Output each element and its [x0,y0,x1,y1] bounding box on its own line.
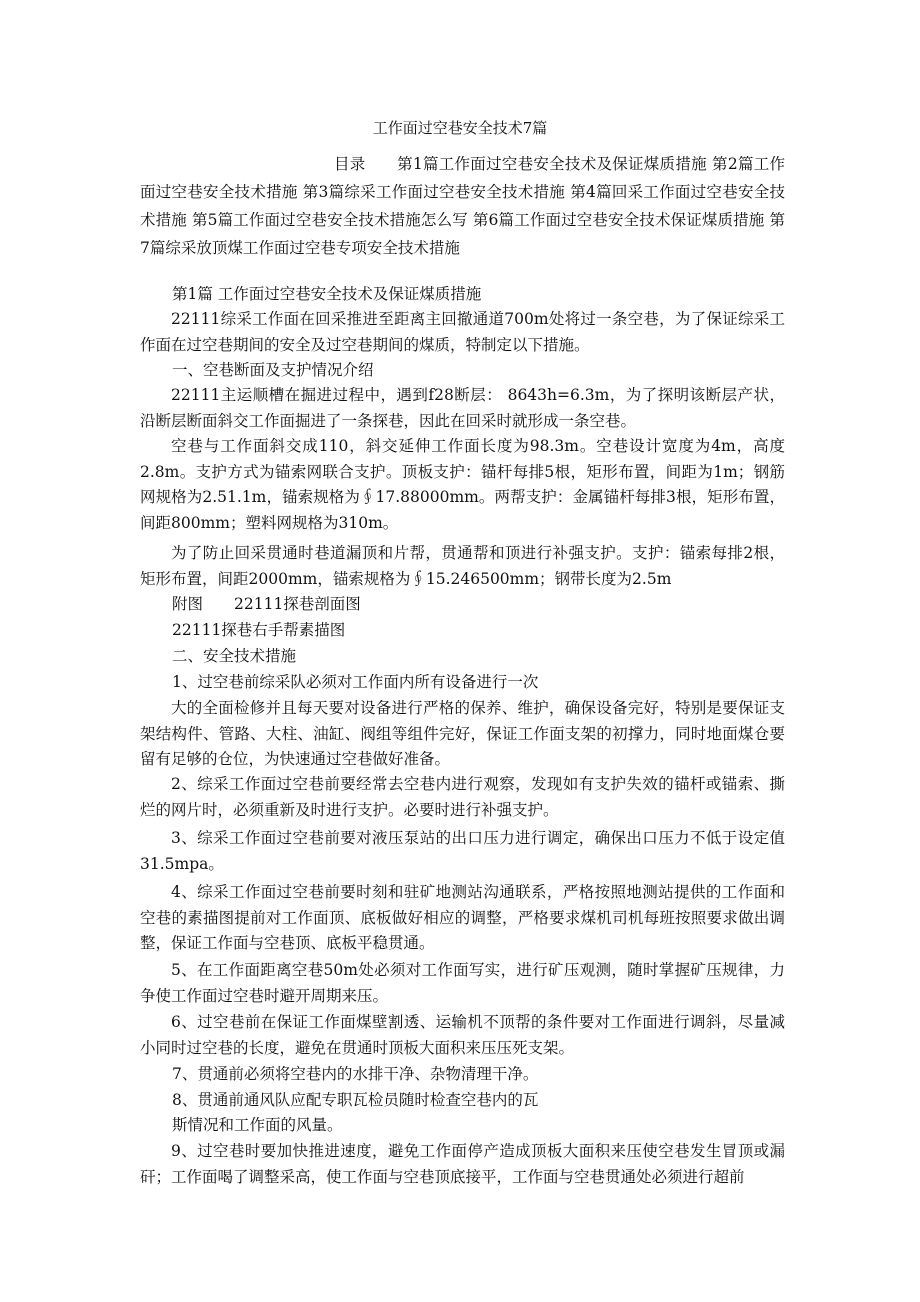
figure-caption: 22111探巷右手帮素描图 [172,621,346,639]
list-item: 3、综采工作面过空巷前要对液压泵站的出口压力进行调定，确保出口压力不低于设定值31.5mpa。 [140,829,785,873]
figure-caption: 附图 22111探巷剖面图 [172,595,361,613]
list-item: 1、过空巷前综采队必须对工作面内所有设备进行一次 [172,673,539,691]
subsection-heading: 二、安全技术措施 [172,647,297,665]
paragraph: 为了防止回采贯通时巷道漏顶和片帮，贯通帮和顶进行补强支护。支护：锚索每排2根，矩形布置，间距2000mm，锚索规格为∮15.246500mm；钢带长度为2.5m [140,544,785,588]
list-item: 4、综采工作面过空巷前要时刻和驻矿地测站沟通联系，严格按照地测站提供的工作面和空巷的素描图提前对工作面顶、底板做好相应的调整，严格要求煤机司机每班按照要求做出调整，保证工作面与空巷顶、底板平稳贯通。 [140,883,785,952]
list-item: 9、过空巷时要加快推进速度，避免工作面停产造成顶板大面积来压使空巷发生冒顶或漏矸；工作面喝了调整采高，使工作面与空巷顶底接平，工作面与空巷贯通处必须进行超前 [140,1142,785,1186]
list-item: 7、贯通前必须将空巷内的水排干净、杂物清理干净。 [172,1065,539,1083]
subsection-heading: 一、空巷断面及支护情况介绍 [172,361,374,379]
list-item: 5、在工作面距离空巷50m处必须对工作面写实，进行矿压观测，随时掌握矿压规律，力争使工作面过空巷时避开周期来压。 [140,961,785,1005]
list-item: 2、综采工作面过空巷前要经常去空巷内进行观察，发现如有支护失效的锚杆或锚索、撕烂的网片时，必须重新及时进行支护。必要时进行补强支护。 [140,775,785,819]
list-item: 6、过空巷前在保证工作面煤壁割透、运输机不顶帮的条件要对工作面进行调斜，尽量减小同时过空巷的长度，避免在贯通时顶板大面积来压压死支架。 [140,1013,785,1057]
paragraph: 22111主运顺槽在掘进过程中，遇到f28断层： 8643h=6.3m，为了探明该断层产状，沿断层断面斜交工作面掘进了一条探巷，因此在回采时就形成一条空巷。 [140,386,785,430]
section-heading: 第1篇 工作面过空巷安全技术及保证煤质措施 [172,285,482,303]
list-item: 8、贯通前通风队应配专职瓦检员随时检查空巷内的瓦 [172,1091,539,1109]
list-item: 斯情况和工作面的风量。 [172,1116,343,1134]
table-of-contents: 目录 第1篇工作面过空巷安全技术及保证煤质措施 第2篇工作面过空巷安全技术措施 第3篇综采工作面过空巷安全技术措施 第4篇回采工作面过空巷安全技术措施 第5篇工作面过空巷安全技术措施怎么写 第6篇工作面过空巷安全技术保证煤质措施 第7篇综采放顶煤工作面过空巷专项安全技术措施 [140,155,785,257]
paragraph: 空巷与工作面斜交成110，斜交延伸工作面长度为98.3m。空巷设计宽度为4m，高度2.8m。支护方式为锚索网联合支护。顶板支护：锚杆每排5根，矩形布置，间距为1m；钢筋网规格为2.51.1m，锚索规格为∮17.88000mm。两帮支护：金属锚杆每排3根，矩形布置，间距800mm；塑料网规格为310m。 [140,437,785,532]
paragraph: 大的全面检修并且每天要对设备进行严格的保养、维护，确保设备完好，特别是要保证支架结构件、管路、大柱、油缸、阀组等组件完好，保证工作面支架的初撑力，同时地面煤仓要留有足够的仓位，为快速通过空巷做好准备。 [140,699,785,768]
paragraph: 22111综采工作面在回采推进至距离主回撤通道700m处将过一条空巷，为了保证综采工作面在过空巷期间的安全及过空巷期间的煤质，特制定以下措施。 [140,310,785,354]
document-title: 工作面过空巷安全技术7篇 [372,119,548,137]
